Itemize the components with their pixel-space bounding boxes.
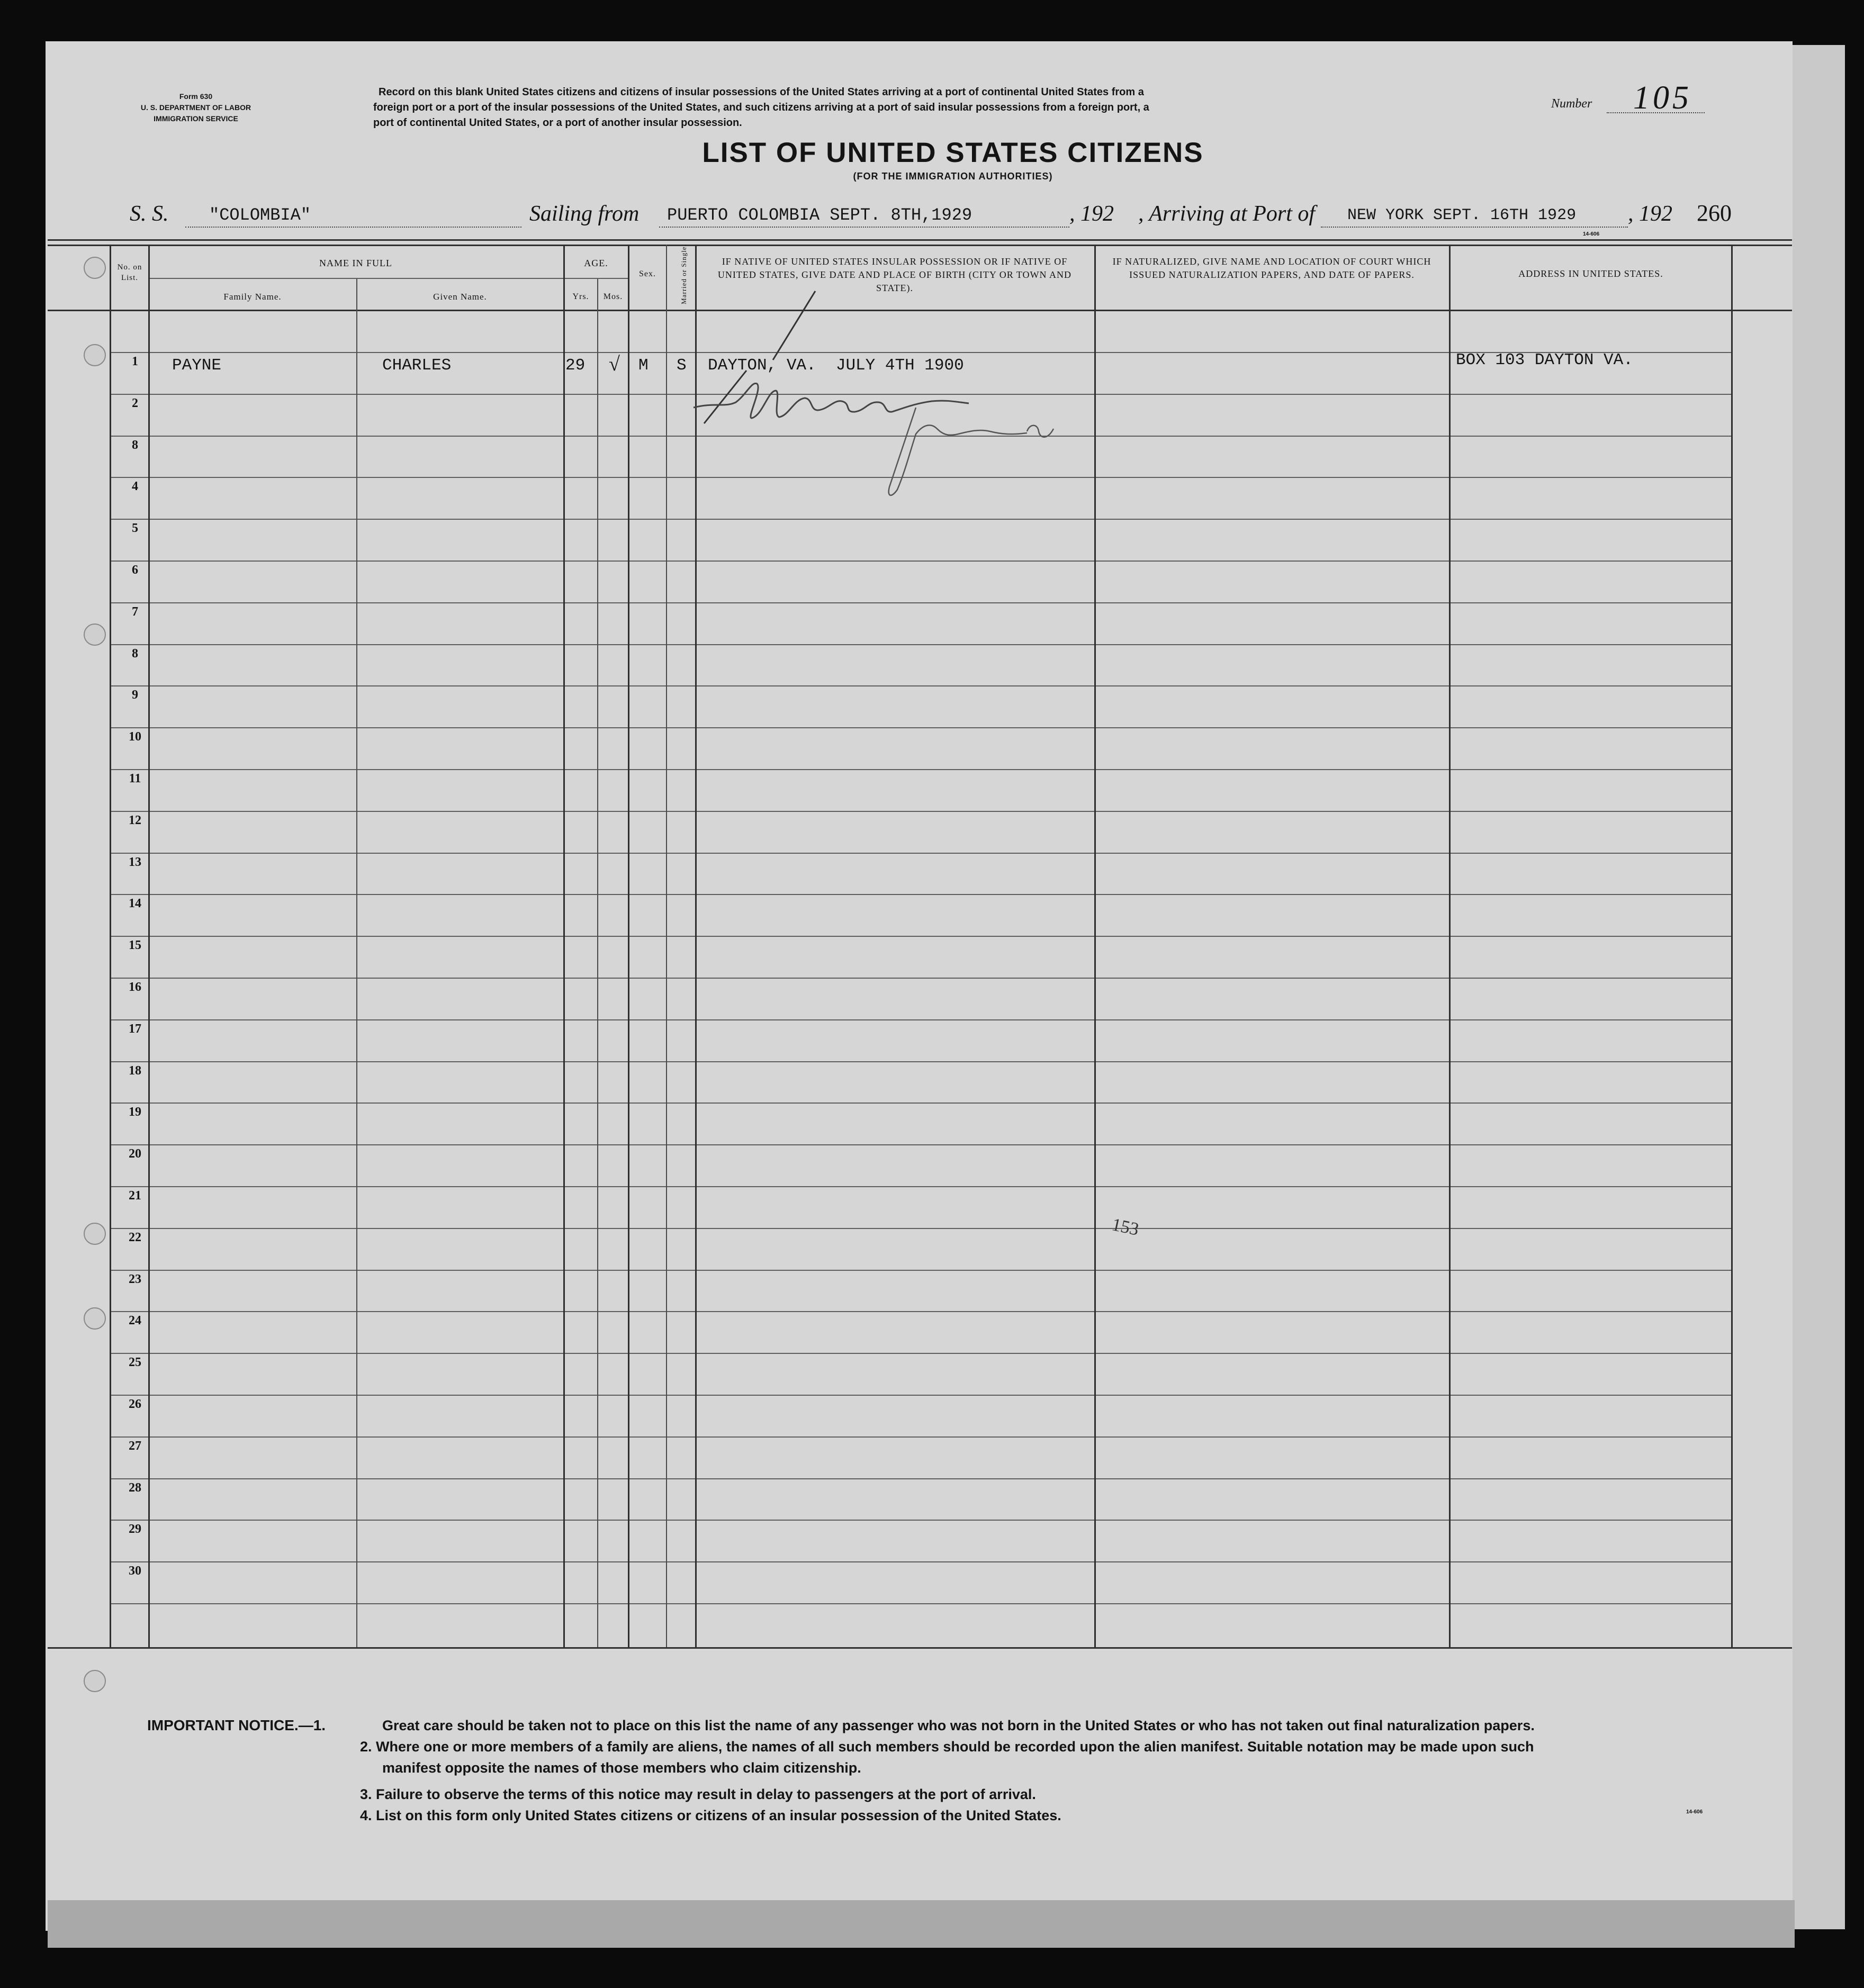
sailing-label: Sailing from <box>529 202 640 226</box>
row-number: 10 <box>129 730 141 744</box>
row-line <box>111 1186 1731 1187</box>
sailing-underline <box>659 227 1069 228</box>
row-number: 29 <box>129 1522 141 1536</box>
col-line <box>597 279 598 1647</box>
form-id-block <box>106 91 286 124</box>
age-header-divider <box>564 278 628 279</box>
row-line <box>111 894 1731 895</box>
row-number: 14 <box>129 897 141 910</box>
service-name: IMMIGRATION SERVICE <box>154 114 238 123</box>
row-line <box>111 1270 1731 1271</box>
year-prefix: , 192 <box>1628 202 1672 226</box>
year-prefix: , 192 <box>1069 202 1114 226</box>
row-line <box>111 1603 1731 1604</box>
punch-hole <box>84 1670 106 1692</box>
col-line <box>628 245 629 1647</box>
row-line <box>111 936 1731 937</box>
row-number: 8 <box>132 647 138 661</box>
col-line <box>1731 245 1733 1647</box>
col-line <box>666 245 667 1647</box>
col-line <box>356 279 357 1647</box>
row-number: 2 <box>132 396 138 410</box>
page-title: LIST OF UNITED STATES CITIZENS <box>702 137 1204 168</box>
row-number: 9 <box>132 688 138 702</box>
header-age: AGE. <box>584 258 608 268</box>
number-label: Number <box>1551 97 1592 111</box>
torn-bottom-edge <box>48 1900 1795 1948</box>
notice-label: IMPORTANT NOTICE.—1. <box>147 1717 326 1733</box>
department-name: U. S. DEPARTMENT OF LABOR <box>140 103 251 112</box>
corner-page-number: 260 <box>1697 200 1732 226</box>
row-number: 26 <box>129 1397 141 1411</box>
row-line <box>111 1103 1731 1104</box>
row-line <box>111 978 1731 979</box>
col-line <box>563 245 565 1647</box>
row-number: 4 <box>132 480 138 493</box>
col-line <box>1449 245 1451 1647</box>
row-line <box>111 727 1731 728</box>
instruction-line: foreign port or a port of the insular possessions of the United States, and such citizens arriving at a port of said insular possessions from a foreign port, a <box>373 102 1149 113</box>
form-number: Form 630 <box>179 92 213 101</box>
table-top-rule <box>48 245 1792 246</box>
entry-married-single: S <box>677 356 687 375</box>
row-line <box>111 853 1731 854</box>
header-mos: Mos. <box>603 292 623 301</box>
page-subtitle: (FOR THE IMMIGRATION AUTHORITIES) <box>853 171 1053 182</box>
row-number: 8 <box>132 438 138 452</box>
row-line <box>111 1436 1731 1438</box>
header-address: ADDRESS IN UNITED STATES. <box>1518 268 1663 279</box>
entry-given-name: CHARLES <box>382 356 452 375</box>
header-yrs: Yrs. <box>572 292 589 301</box>
row-number: 17 <box>129 1022 141 1036</box>
row-number: 23 <box>129 1272 141 1286</box>
arriving-value: NEW YORK SEPT. 16TH 1929 <box>1347 206 1577 224</box>
ship-label: S. S. <box>130 202 169 226</box>
row-line <box>111 1228 1731 1229</box>
notice-item-2-cont: manifest opposite the names of those members who claim citizenship. <box>382 1760 861 1776</box>
row-line <box>111 1019 1731 1020</box>
row-number: 22 <box>129 1231 141 1244</box>
notice-item-3: 3. Failure to observe the terms of this notice may result in delay to passengers at the port of arrival. <box>360 1786 1036 1802</box>
row-number: 16 <box>129 980 141 994</box>
row-line <box>111 561 1731 562</box>
table-bottom-rule <box>48 1647 1792 1649</box>
row-line <box>111 644 1731 645</box>
row-number: 27 <box>129 1439 141 1453</box>
row-number: 28 <box>129 1481 141 1495</box>
entry-age-years: 29 <box>565 356 586 375</box>
row-line <box>111 1478 1731 1479</box>
row-number: 13 <box>129 855 141 869</box>
row-line <box>111 769 1731 770</box>
header-naturalized: IF NATURALIZED, GIVE NAME AND LOCATION OF COURT WHICH ISSUED NATURALIZATION PAPERS, AND DATE OF PAPERS. <box>1112 256 1431 280</box>
ship-underline <box>185 227 521 228</box>
header-married-single: Married or Single. <box>680 244 688 304</box>
notice-item-1: Great care should be taken not to place on this list the name of any passenger who was not born in the United States or who has not taken out final naturalization papers. <box>382 1718 1535 1733</box>
punch-hole <box>84 344 106 366</box>
entry-age-months-mark: √ <box>609 353 620 375</box>
row-line <box>111 519 1731 520</box>
inspector-signature <box>683 249 1244 503</box>
sailing-value: PUERTO COLOMBIA SEPT. 8TH,1929 <box>667 205 972 225</box>
row-number: 15 <box>129 938 141 952</box>
entry-sex: M <box>638 356 649 375</box>
row-number: 25 <box>129 1356 141 1369</box>
row-number: 5 <box>132 521 138 535</box>
ship-name: "COLOMBIA" <box>209 205 311 225</box>
row-line <box>111 685 1731 686</box>
row-line <box>111 1311 1731 1312</box>
row-number: 6 <box>132 563 138 577</box>
arriving-label: , Arriving at Port of <box>1138 202 1316 226</box>
small-form-code: 14-606 <box>1583 231 1600 237</box>
row-line <box>111 1061 1731 1062</box>
row-number: 18 <box>129 1064 141 1078</box>
entry-address: BOX 103 DAYTON VA. <box>1456 351 1633 369</box>
instruction-line: port of continental United States, or a port of another insular possession. <box>373 117 742 129</box>
header-birth: IF NATIVE OF UNITED STATES INSULAR POSSESSION OR IF NATIVE OF UNITED STATES, GIVE DATE AND PLACE OF BIRTH (CITY OR TOWN AND STATE). <box>717 256 1072 293</box>
instructions <box>373 85 1485 131</box>
header-sex: Sex. <box>639 269 656 278</box>
table-top-rule <box>48 239 1792 241</box>
stamp-number: 153 <box>1110 1215 1141 1240</box>
punch-hole <box>84 1307 106 1330</box>
row-line <box>111 1144 1731 1145</box>
row-number: 20 <box>129 1147 141 1161</box>
row-number: 1 <box>132 355 138 368</box>
row-line <box>111 811 1731 812</box>
row-number: 24 <box>129 1314 141 1327</box>
punch-hole <box>84 623 106 646</box>
header-family-name: Family Name. <box>223 292 282 302</box>
punch-hole <box>84 1223 106 1245</box>
row-number: 7 <box>132 605 138 619</box>
row-number: 21 <box>129 1189 141 1203</box>
notice-item-2: 2. Where one or more members of a family are aliens, the names of all such members should be recorded upon the alien manifest. Suitable notation may be made upon such <box>360 1739 1534 1755</box>
row-line <box>111 1561 1731 1562</box>
entry-birth-place-date: DAYTON, VA. JULY 4TH 1900 <box>708 356 964 375</box>
entry-family-name: PAYNE <box>172 356 222 375</box>
header-name-in-full: NAME IN FULL <box>319 258 392 268</box>
arriving-underline <box>1321 227 1628 228</box>
row-line <box>111 1395 1731 1396</box>
header-no-on-list: No. on List. <box>117 263 142 282</box>
row-number: 12 <box>129 814 141 827</box>
row-line <box>111 1520 1731 1521</box>
notice-item-4: 4. List on this form only United States citizens or citizens of an insular possession of the United States. <box>360 1808 1061 1823</box>
number-value: 105 <box>1633 80 1692 116</box>
notice-code: 14-606 <box>1686 1809 1703 1815</box>
row-line <box>111 1353 1731 1354</box>
row-line <box>111 602 1731 603</box>
punch-hole <box>84 257 106 279</box>
row-number: 11 <box>129 772 141 785</box>
row-number: 19 <box>129 1105 141 1119</box>
row-number: 30 <box>129 1564 141 1578</box>
header-given-name: Given Name. <box>433 292 487 302</box>
instruction-line: Record on this blank United States citizens and citizens of insular possessions of the United States arriving at a port of continental United States from a <box>379 86 1144 98</box>
